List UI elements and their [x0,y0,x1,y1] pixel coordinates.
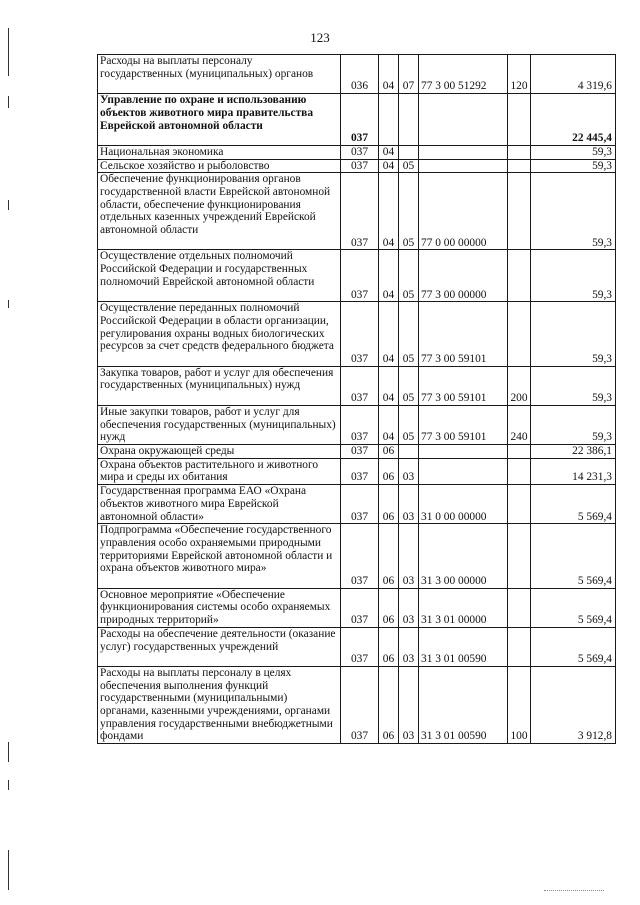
item-name-text: Расходы на выплаты персоналу государственных (муниципальных) органов [100,55,314,80]
item-name-text: Управление по охране и использованию объектов животного мира правительства Еврейской автономной области [100,94,314,132]
item-name-cell [98,250,341,302]
csr-code-cell: 77 3 00 59101 [419,302,508,367]
amount-cell: 5 569,4 [531,524,616,589]
item-name-cell [98,485,341,524]
gr-code-cell: 037 [341,405,379,444]
gr-code-cell: 037 [341,145,379,159]
vr-code-cell [508,485,531,524]
pr-code-cell: 03 [399,458,419,484]
rz-code-cell: 06 [379,588,399,627]
pr-code-cell: 05 [399,405,419,444]
csr-code-cell: 31 3 00 00000 [419,524,508,589]
table-row [98,366,616,405]
table-row [98,485,616,524]
item-name-cell [98,405,341,444]
table-row [98,159,616,173]
vr-code-cell: 200 [508,366,531,405]
scan-smudge [544,889,604,891]
rz-code-cell [379,94,399,146]
amount-cell: 3 912,8 [531,666,616,743]
vr-code-cell [508,94,531,146]
table-row [98,173,616,250]
item-name-text: Подпрограмма «Обеспечение государственного управления особо охраняемыми природными территориями Еврейской автономной области и охрана объектов животного мира» [100,524,333,575]
rz-code-cell: 04 [379,159,399,173]
gr-code-cell: 037 [341,94,379,146]
gr-code-cell: 037 [341,302,379,367]
gr-code-cell: 037 [341,159,379,173]
csr-code-cell [419,458,508,484]
gr-code-cell: 037 [341,173,379,250]
csr-code-cell: 31 3 01 00000 [419,588,508,627]
item-name-cell [98,94,341,146]
gr-code-cell: 037 [341,524,379,589]
rz-code-cell: 06 [379,524,399,589]
pr-code-cell: 05 [399,250,419,302]
pr-code-cell: 03 [399,485,419,524]
item-name-cell [98,524,341,589]
vr-code-cell [508,444,531,458]
item-name-text: Основное мероприятие «Обеспечение функционирования системы особо охраняемых природных территорий» [100,588,331,627]
item-name-text: Закупка товаров, работ и услуг для обеспечения государственных (муниципальных) нужд [100,366,334,392]
amount-cell: 22 386,1 [531,444,616,458]
item-name-cell [98,366,341,405]
pr-code-cell [399,94,419,146]
amount-cell: 59,3 [531,302,616,367]
vr-code-cell [508,627,531,666]
pr-code-cell: 07 [399,55,419,94]
amount-cell: 22 445,4 [531,94,616,146]
table-row [98,666,616,743]
gr-code-cell: 037 [341,485,379,524]
rz-code-cell: 06 [379,666,399,743]
vr-code-cell [508,173,531,250]
table-row [98,405,616,444]
budget-table [97,54,616,744]
amount-cell: 4 319,6 [531,55,616,94]
table-row [98,145,616,159]
pr-code-cell: 05 [399,159,419,173]
item-name-cell [98,458,341,484]
vr-code-cell [508,250,531,302]
gr-code-cell: 036 [341,55,379,94]
csr-code-cell [419,159,508,173]
item-name-cell [98,55,341,94]
vr-code-cell: 120 [508,55,531,94]
table-row [98,302,616,367]
amount-cell: 59,3 [531,145,616,159]
item-name-cell [98,627,341,666]
table-row [98,444,616,458]
gr-code-cell: 037 [341,444,379,458]
csr-code-cell: 77 3 00 59101 [419,405,508,444]
item-name-text: Национальная экономика [100,145,224,158]
gr-code-cell: 037 [341,250,379,302]
rz-code-cell: 04 [379,302,399,367]
item-name-text: Иные закупки товаров, работ и услуг для обеспечения государственных (муниципальных) нужд [100,405,336,444]
vr-code-cell [508,588,531,627]
table-row [98,458,616,484]
item-name-text: Охрана окружающей среды [100,444,235,457]
scan-margin-mark [8,742,9,762]
scan-margin-mark [8,300,9,308]
gr-code-cell: 037 [341,458,379,484]
amount-cell: 59,3 [531,405,616,444]
scan-margin-mark [8,850,9,890]
rz-code-cell: 06 [379,458,399,484]
csr-code-cell [419,94,508,146]
page-number: 123 [310,30,330,45]
item-name-text: Охрана объектов растительного и животного мира и среды их обитания [100,458,319,484]
amount-cell: 5 569,4 [531,627,616,666]
pr-code-cell [399,145,419,159]
pr-code-cell: 03 [399,666,419,743]
gr-code-cell: 037 [341,627,379,666]
csr-code-cell: 77 3 00 59101 [419,366,508,405]
pr-code-cell: 05 [399,366,419,405]
csr-code-cell [419,444,508,458]
pr-code-cell [399,444,419,458]
rz-code-cell: 04 [379,366,399,405]
table-row [98,588,616,627]
pr-code-cell: 03 [399,588,419,627]
amount-cell: 14 231,3 [531,458,616,484]
csr-code-cell: 77 0 00 00000 [419,173,508,250]
item-name-cell [98,666,341,743]
vr-code-cell [508,145,531,159]
item-name-text: Осуществление переданных полномочий Российской Федерации в области организации, регулирования охраны водных биологических ресурсов за счет средств федерального бюджета [100,302,334,353]
csr-code-cell: 31 0 00 00000 [419,485,508,524]
rz-code-cell: 04 [379,405,399,444]
pr-code-cell: 03 [399,524,419,589]
amount-cell: 5 569,4 [531,588,616,627]
rz-code-cell: 04 [379,145,399,159]
table-row [98,524,616,589]
budget-table-body [98,55,616,744]
amount-cell: 59,3 [531,173,616,250]
vr-code-cell [508,159,531,173]
pr-code-cell: 05 [399,302,419,367]
scan-margin-mark [8,780,9,790]
scan-margin-mark [8,96,9,108]
item-name-text: Расходы на обеспечение деятельности (оказание услуг) государственных учреждений [100,627,336,653]
item-name-cell [98,302,341,367]
rz-code-cell: 04 [379,173,399,250]
csr-code-cell: 77 3 00 51292 [419,55,508,94]
item-name-text: Осуществление отдельных полномочий Российской Федерации и государственных полномочий Еврейской автономной области [100,250,315,288]
gr-code-cell: 037 [341,666,379,743]
vr-code-cell: 240 [508,405,531,444]
table-row [98,94,616,146]
gr-code-cell: 037 [341,366,379,405]
amount-cell: 5 569,4 [531,485,616,524]
amount-cell: 59,3 [531,366,616,405]
item-name-cell [98,444,341,458]
pr-code-cell: 05 [399,173,419,250]
gr-code-cell: 037 [341,588,379,627]
vr-code-cell [508,302,531,367]
vr-code-cell: 100 [508,666,531,743]
item-name-cell [98,173,341,250]
vr-code-cell [508,458,531,484]
item-name-cell [98,145,341,159]
item-name-cell [98,588,341,627]
amount-cell: 59,3 [531,159,616,173]
amount-cell: 59,3 [531,250,616,302]
table-row [98,55,616,94]
item-name-cell [98,159,341,173]
table-row [98,627,616,666]
item-name-text: Расходы на выплаты персоналу в целях обеспечения выполнения функций государственными (муниципальными) органами, казенными учреждениями, органами управления государственными внебюджетными фондами [100,666,333,743]
vr-code-cell [508,524,531,589]
csr-code-cell: 31 3 01 00590 [419,666,508,743]
item-name-text: Обеспечение функционирования органов государственной власти Еврейской автономной области, обеспечение функционирования отдельных казенных учреждений Еврейской автономной области [100,173,331,237]
csr-code-cell: 31 3 01 00590 [419,627,508,666]
rz-code-cell: 06 [379,627,399,666]
item-name-text: Государственная программа ЕАО «Охрана объектов животного мира Еврейской автономной области» [100,485,307,523]
table-row [98,250,616,302]
item-name-text: Сельское хозяйство и рыболовство [100,159,270,172]
rz-code-cell: 06 [379,444,399,458]
scan-margin-mark [8,28,9,76]
rz-code-cell: 06 [379,485,399,524]
csr-code-cell [419,145,508,159]
rz-code-cell: 04 [379,250,399,302]
scan-margin-mark [8,200,9,210]
pr-code-cell: 03 [399,627,419,666]
rz-code-cell: 04 [379,55,399,94]
csr-code-cell: 77 3 00 00000 [419,250,508,302]
